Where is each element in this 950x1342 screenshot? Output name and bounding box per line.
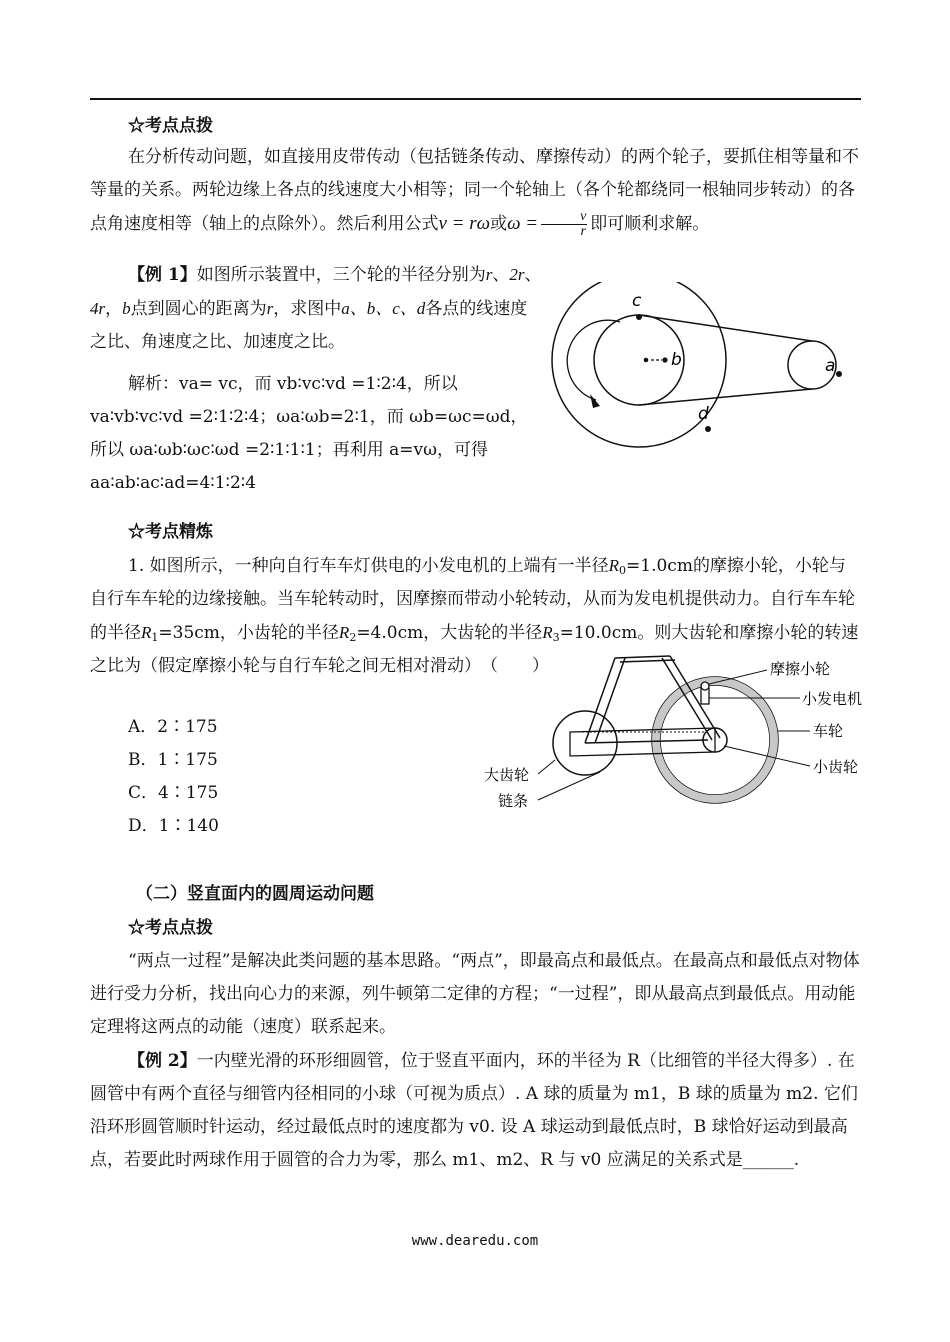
example1-solution: 解析：va= vc，而 vb∶vc∶vd =1∶2∶4，所以 va∶vb∶vc∶vd =2∶1∶2∶4；ωa∶ωb=2∶1，而 ωb=ωc=ωd，所以 ωa∶ωb∶ωc∶ωd =2∶1∶1∶1；再利用 a=vω，可得 aa∶ab∶ac∶ad=4∶1∶2∶4 <box>90 374 528 493</box>
point-b <box>662 357 667 362</box>
center-point <box>644 358 649 363</box>
label-a: a <box>825 356 836 376</box>
point-c <box>636 314 642 320</box>
footer-url: www.dearedu.com <box>411 1233 539 1249</box>
top-rule <box>90 98 861 100</box>
example1-question: 【例 1】如图所示装置中，三个轮的半径分别为r、2r、4r，b点到圆心的距离为r，求图中a、b、c、d各点的线速度之比、角速度之比、加速度之比。 <box>90 265 542 352</box>
friction-wheel <box>701 682 709 690</box>
option-a: A．2∶175 <box>128 717 218 737</box>
option-d: D．1∶140 <box>128 816 219 836</box>
label-friction-wheel: 摩擦小轮 <box>770 660 831 678</box>
bicycle-diagram <box>480 648 880 818</box>
example2-question: 【例 2】一内壁光滑的环形细圆管，位于竖直平面内，环的半径为 R（比细管的半径大得多）. 在圆管中有两个直径与细管内径相同的小球（可视为质点）. A 球的质量为 m1，B 球的质量为 m2. 它们沿环形圆管顺时针运动，经过最低点时的速度都为 v0. 设 A 球运动到最低点时，B 球恰好运动到最高点，若要此时两球作用于圆管的合力为零，那么 m1、m2、R 与 v0 应满足的关系式是______. <box>90 1051 858 1170</box>
point-d <box>705 426 711 432</box>
label-c: c <box>632 291 642 311</box>
vertical-circle-paragraph: “两点一过程”是解决此类问题的基本思路。“两点”，即最高点和最低点。在最高点和最低点对物体进行受力分析，找出向心力的来源，列牛顿第二定律的方程；“一过程”，即从最高点到最低点。用动能定理将这两点的动能（速度）联系起来。 <box>90 951 860 1037</box>
option-c: C．4∶175 <box>128 783 219 803</box>
label-big-gear: 大齿轮 <box>484 766 530 784</box>
section-heading-practice: ☆考点精炼 <box>128 522 213 542</box>
label-generator: 小发电机 <box>802 690 863 708</box>
practice-q1-part1: 1. 如图所示，一种向自行车车灯供电的小发电机的上端有一半径$R_0=1.0cm$的摩擦小轮，小轮与自行车车轮的边缘接触。当车轮转动时，因摩擦而带动小轮转动，从而为发电机提供动力。自行车车轮的半径$R_1=35cm$，小齿轮的半径$R_2=4.0cm$，大齿轮的半径$R_3=10.0cm$。则大齿轮和摩擦小轮的转速之比为（假定摩擦小轮与自行车轮之间无相对滑动） （ ） <box>90 556 859 676</box>
point-a <box>836 371 842 377</box>
formula-v-r-omega: v = rω <box>438 213 491 234</box>
fraction-v-over-r: $\frac{v}{r}$ <box>541 210 587 239</box>
belt-top <box>639 315 812 341</box>
tips-paragraph: 在分析传动问题，如直接用皮带传动（包括链条传动、摩擦传动）的两个轮子，要抓住相等量和不等量的关系。两轮边缘上各点的线速度大小相等；同一个轮轴上（各个轮都绕同一根轴同步转动）的各点角速度相等（轴上的点除外）。然后利用公式v = rω或ω = $\frac{v}{r}$ 即可顺利求解。 <box>90 147 859 239</box>
label-wheel: 车轮 <box>813 722 844 740</box>
section-heading-tips-2: ☆考点点拨 <box>128 918 213 938</box>
rotation-arrowhead <box>590 394 600 408</box>
label-d: d <box>698 404 709 424</box>
label-chain: 链条 <box>498 792 529 810</box>
pulley-diagram <box>548 282 863 454</box>
label-small-gear: 小齿轮 <box>813 758 859 776</box>
option-b: B．1∶175 <box>128 750 218 770</box>
section-heading-tips: ☆考点点拨 <box>128 116 213 136</box>
label-b: b <box>671 350 682 370</box>
section-title-vertical-circle: （二）竖直面内的圆周运动问题 <box>136 884 374 904</box>
